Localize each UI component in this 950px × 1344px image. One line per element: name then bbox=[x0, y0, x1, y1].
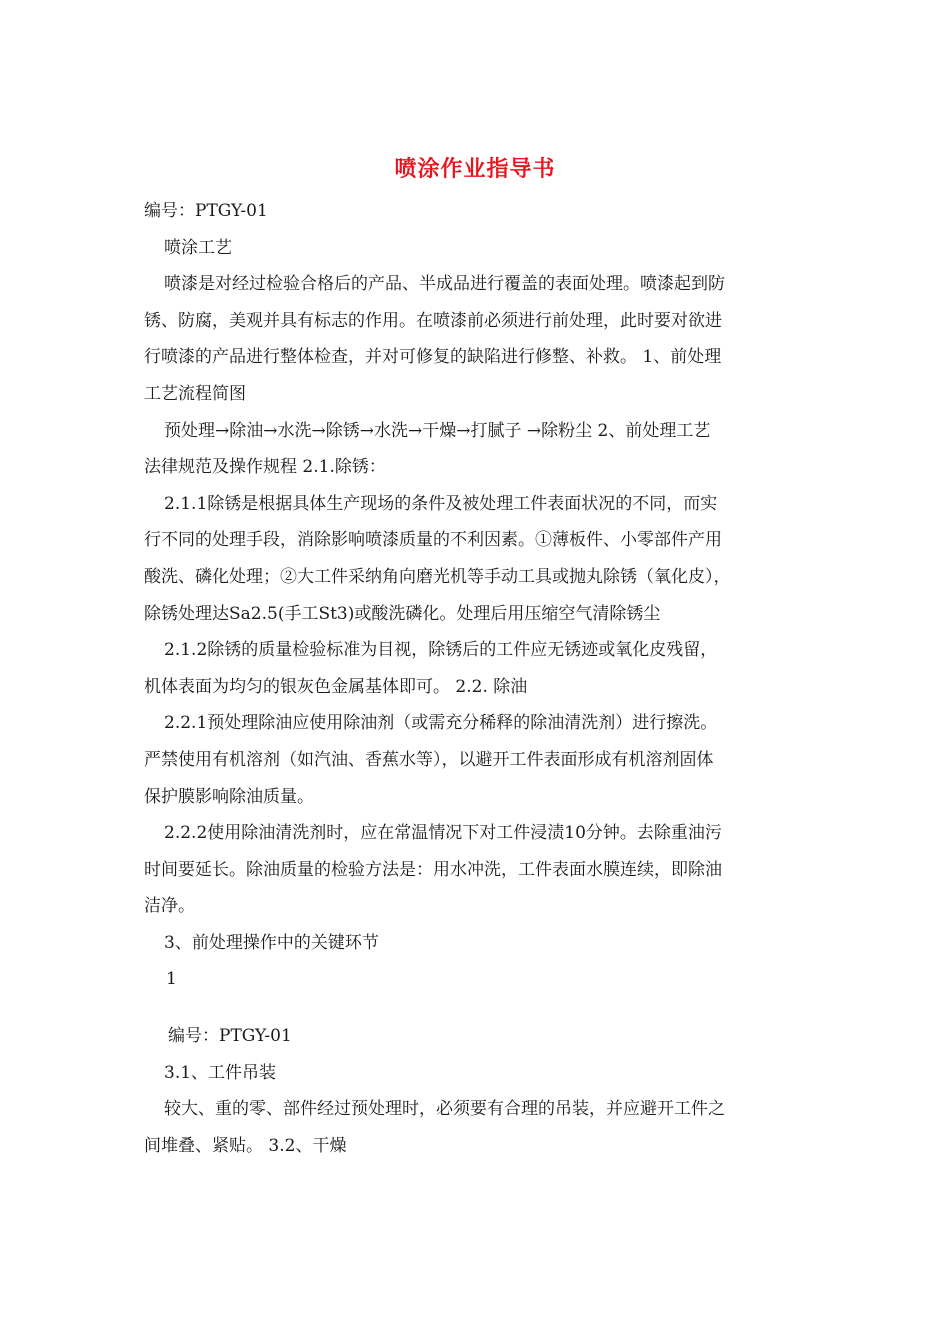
paragraph-line: 间堆叠、紧贴。 3.2、干燥 bbox=[144, 1135, 347, 1156]
document-number: 编号：PTGY-01 bbox=[168, 1026, 292, 1046]
paragraph-line: 时间要延长。除油质量的检验方法是：用水冲洗，工件表面水膜连续，即除油 bbox=[144, 859, 722, 880]
paragraph-line: 2.2.1预处理除油应使用除油剂（或需充分稀释的除油清洗剂）进行擦洗。 bbox=[164, 713, 718, 734]
section-heading: 喷涂工艺 bbox=[164, 237, 232, 258]
section-heading: 3.1、工件吊装 bbox=[164, 1062, 277, 1083]
section-heading: 3、前处理操作中的关键环节 bbox=[164, 932, 379, 953]
paragraph-line: 法律规范及操作规程 2.1.除锈： bbox=[144, 457, 386, 478]
page-number: 1 bbox=[166, 969, 177, 990]
page-two-body bbox=[144, 1018, 812, 1164]
process-flow-line: 预处理→除油→水洗→除锈→水洗→干燥→打腻子 →除粉尘 2、前处理工艺 bbox=[164, 420, 711, 441]
paragraph-line: 保护膜影响除油质量。 bbox=[144, 786, 314, 807]
paragraph-line: 机体表面为均匀的银灰色金属基体即可。 2.2. 除油 bbox=[144, 676, 528, 697]
paragraph-line: 严禁使用有机溶剂（如汽油、香蕉水等），以避开工件表面形成有机溶剂固体 bbox=[144, 749, 714, 770]
paragraph-line: 工艺流程简图 bbox=[144, 383, 246, 404]
paragraph-line: 喷漆是对经过检验合格后的产品、半成品进行覆盖的表面处理。喷漆起到防 bbox=[164, 274, 725, 295]
paragraph-line: 行不同的处理手段，消除影响喷漆质量的不利因素。①薄板件、小零部件产用 bbox=[144, 530, 722, 551]
paragraph-line: 锈、防腐，美观并具有标志的作用。在喷漆前必须进行前处理，此时要对欲进 bbox=[144, 310, 722, 331]
paragraph-line: 洁净。 bbox=[144, 896, 195, 917]
document-number: 编号：PTGY-01 bbox=[144, 201, 268, 221]
paragraph-line: 较大、重的零、部件经过预处理时，必须要有合理的吊装，并应避开工件之 bbox=[164, 1099, 725, 1120]
paragraph-line: 2.1.2除锈的质量检验标准为目视，除锈后的工件应无锈迹或氧化皮残留， bbox=[164, 640, 718, 661]
paragraph-line: 2.2.2使用除油清洗剂时，应在常温情况下对工件浸渍10分钟。去除重油污 bbox=[164, 823, 722, 844]
paragraph-line: 除锈处理达Sa2.5(手工St3)或酸洗磷化。处理后用压缩空气清除锈尘 bbox=[144, 603, 661, 624]
document-title: 喷涂作业指导书 bbox=[394, 157, 556, 182]
paragraph-line: 2.1.1除锈是根据具体生产现场的条件及被处理工件表面状况的不同，而实 bbox=[164, 493, 718, 514]
paragraph-line: 行喷漆的产品进行整体检查，并对可修复的缺陷进行修整、补救。 1、前处理 bbox=[144, 347, 722, 368]
paragraph-line: 酸洗、磷化处理；②大工件采纳角向磨光机等手动工具或抛丸除锈（氧化皮）， bbox=[144, 566, 731, 587]
page-one-body bbox=[144, 193, 812, 998]
